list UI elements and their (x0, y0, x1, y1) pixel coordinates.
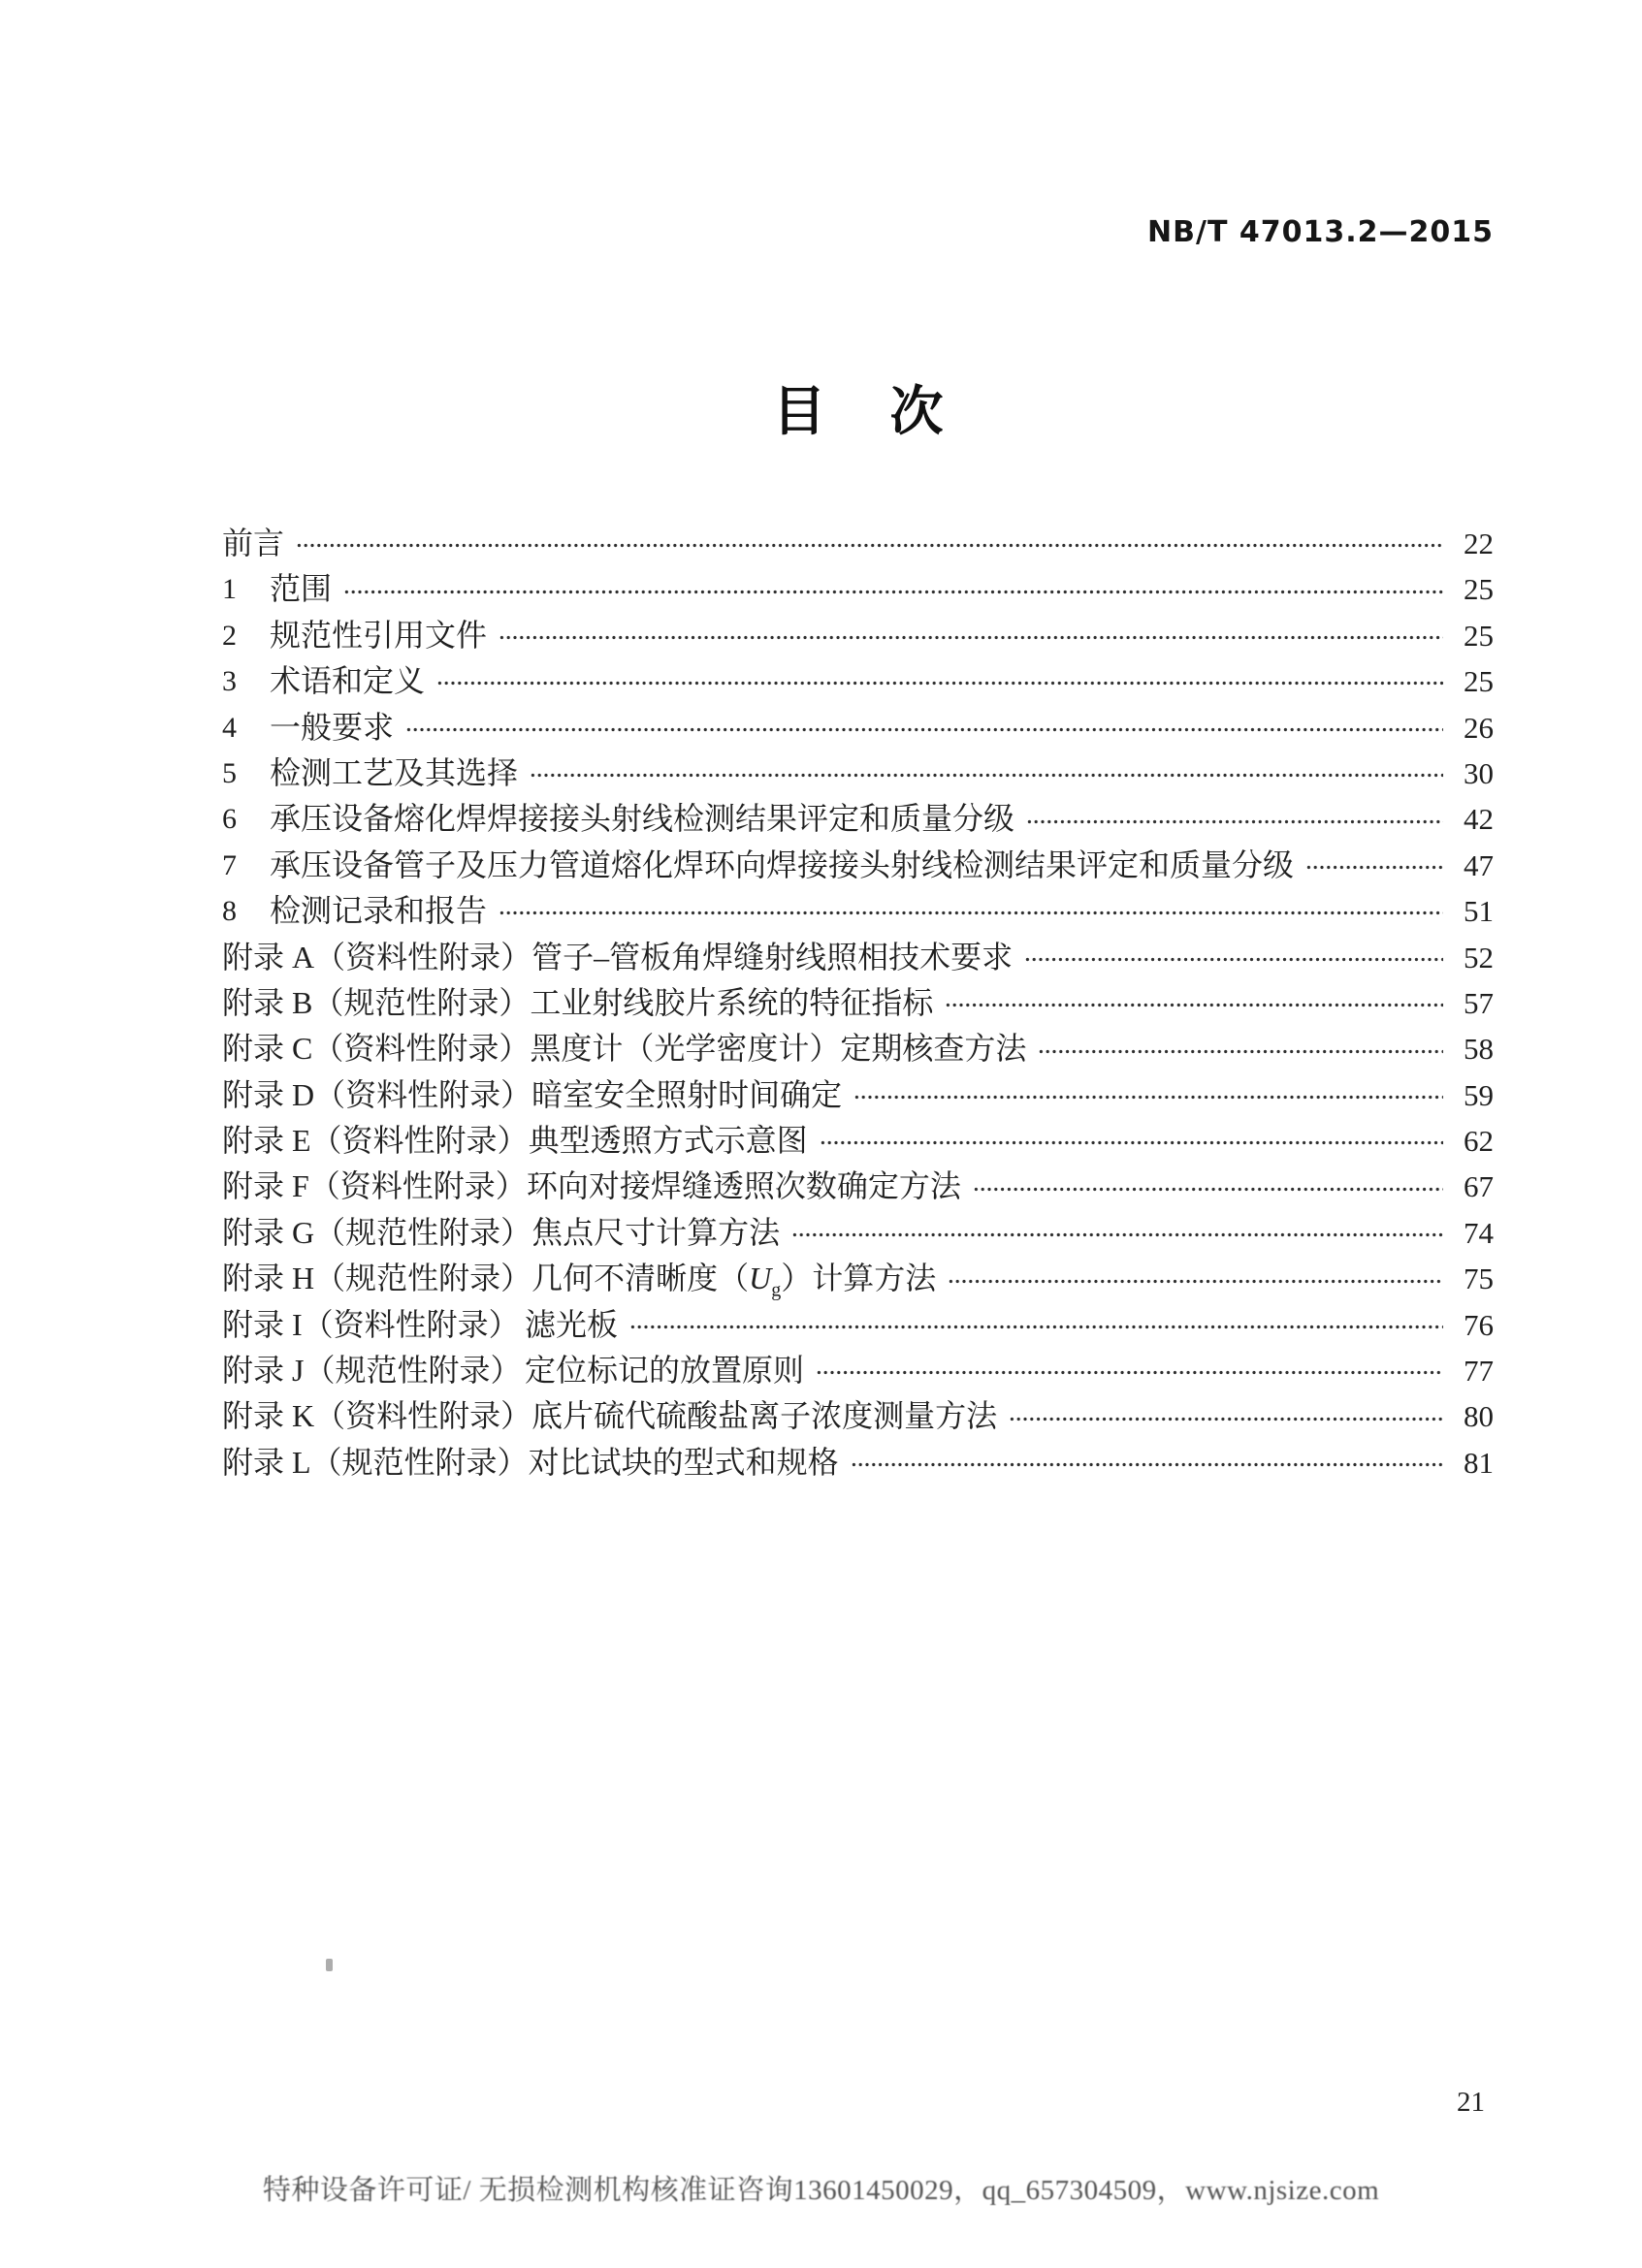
table-of-contents (222, 521, 1494, 1485)
title-text-post: ）计算方法 (781, 1261, 937, 1296)
standard-code: NB/T 47013.2—2015 (1147, 215, 1494, 249)
dot-leader (948, 1256, 1443, 1301)
toc-page-number: 58 (1464, 1032, 1494, 1067)
toc-entry-label: 暗室安全照射时间确定 (531, 1076, 843, 1112)
toc-entry-label: 底片硫代硫酸盐离子浓度测量方法 (531, 1398, 998, 1434)
appendix-label: 附录 L（规范性附录） (222, 1444, 529, 1480)
toc-entry-label: 工业射线胶片系统的特征指标 (530, 984, 934, 1020)
dot-leader (1024, 935, 1443, 980)
chapter-number: 2 (222, 619, 237, 652)
toc-entry-label: 承压设备管子及压力管道熔化焊环向焊接接头射线检测结果评定和质量分级 (270, 847, 1295, 882)
toc-row-chapter-3 (222, 658, 1494, 704)
toc-entry-label: 焦点尺寸计算方法 (531, 1214, 781, 1250)
toc-entry-label: 检测记录和报告 (270, 893, 488, 929)
toc-row-appendix-e (222, 1118, 1494, 1164)
toc-row-chapter-8 (222, 888, 1494, 934)
toc-entry-label: 黑度计（光学密度计）定期核查方法 (530, 1031, 1027, 1067)
chapter-number: 7 (222, 848, 237, 881)
dot-leader (343, 566, 1443, 612)
appendix-label: 附录 B（规范性附录） (222, 984, 531, 1020)
appendix-label: 附录 D（资料性附录） (222, 1076, 532, 1112)
toc-row-appendix-j (222, 1348, 1494, 1393)
toc-entry-label: 一般要求 (270, 709, 395, 745)
toc-row-appendix-a (222, 935, 1494, 980)
dot-leader (436, 658, 1443, 704)
toc-row-chapter-7 (222, 843, 1494, 888)
toc-row-appendix-d (222, 1072, 1494, 1118)
page-title (222, 368, 1494, 445)
toc-page-number: 22 (1464, 527, 1494, 560)
toc-entry-label: 定位标记的放置原则 (525, 1353, 805, 1389)
toc-row-chapter-1 (222, 566, 1494, 612)
appendix-label: 附录 K（资料性附录） (222, 1398, 532, 1434)
toc-page-number: 76 (1464, 1307, 1494, 1342)
dot-leader (851, 1440, 1443, 1485)
page-number: 21 (1457, 2087, 1485, 2118)
toc-row-foreword (222, 521, 1494, 566)
watermark-text: 特种设备许可证/ 无损检测机构核准证咨询13601450029，qq_657304509，www.njsize.com (262, 2175, 1380, 2206)
toc-entry-label: 范围 (270, 571, 333, 607)
dot-leader (853, 1072, 1443, 1118)
dot-leader (1305, 843, 1443, 888)
toc-row-appendix-l (222, 1440, 1494, 1485)
dot-leader (816, 1348, 1443, 1393)
appendix-label: 附录 G（规范性附录） (222, 1214, 532, 1250)
toc-page-number: 47 (1464, 847, 1494, 882)
appendix-label: 附录 I（资料性附录） (222, 1306, 520, 1342)
toc-page-number: 25 (1464, 618, 1494, 653)
toc-entry-label: 对比试块的型式和规格 (528, 1444, 839, 1480)
toc-row-appendix-i (222, 1302, 1494, 1348)
appendix-label: 附录 E（资料性附录） (222, 1123, 529, 1159)
dot-leader (499, 613, 1443, 658)
toc-row-appendix-b (222, 980, 1494, 1026)
appendix-label: 附录 C（资料性附录） (222, 1031, 531, 1067)
appendix-label: 附录 J（规范性附录） (222, 1353, 522, 1389)
toc-row-chapter-4 (222, 705, 1494, 751)
dot-leader (1038, 1026, 1443, 1071)
toc-entry-label: 滤光板 (525, 1306, 619, 1342)
toc-page-number: 57 (1464, 985, 1494, 1020)
toc-page-number: 25 (1464, 664, 1494, 699)
toc-row-chapter-5 (222, 751, 1494, 796)
dot-leader (945, 980, 1443, 1026)
toc-page-number: 59 (1464, 1077, 1494, 1112)
dot-leader (820, 1118, 1443, 1164)
toc-entry-label: 前言 (222, 526, 285, 560)
toc-page-number: 81 (1464, 1445, 1494, 1480)
toc-row-appendix-f (222, 1164, 1494, 1209)
toc-entry-label (531, 1256, 936, 1301)
ug-symbol: U (749, 1261, 772, 1296)
title-char-2: 次 (889, 382, 944, 441)
toc-page-number: 42 (1464, 802, 1494, 837)
chapter-number: 3 (222, 665, 237, 698)
dot-leader (791, 1210, 1443, 1256)
toc-row-appendix-g (222, 1210, 1494, 1256)
toc-entry-label: 环向对接焊缝透照次数确定方法 (526, 1168, 961, 1204)
title-text-pre: 几何不清晰度（ (531, 1261, 750, 1296)
chapter-number: 8 (222, 895, 237, 928)
scan-artifact (326, 1959, 333, 1971)
dot-leader (296, 521, 1443, 566)
dot-leader (405, 705, 1443, 751)
dot-leader (629, 1302, 1443, 1348)
dot-leader (1026, 796, 1443, 842)
chapter-number: 6 (222, 803, 237, 836)
dot-leader (530, 751, 1443, 796)
toc-row-chapter-6 (222, 796, 1494, 842)
toc-entry-label: 承压设备熔化焊焊接接头射线检测结果评定和质量分级 (270, 801, 1015, 837)
ug-subscript: g (771, 1279, 782, 1301)
dot-leader (499, 888, 1443, 934)
toc-page-number: 62 (1464, 1124, 1494, 1159)
toc-row-appendix-k (222, 1393, 1494, 1439)
appendix-label: 附录 F（资料性附录） (222, 1168, 527, 1204)
toc-entry-label: 规范性引用文件 (270, 617, 488, 653)
toc-entry-label: 管子–管板角焊缝射线照相技术要求 (531, 939, 1014, 974)
title-char-1: 目 (772, 382, 826, 441)
toc-page-number: 51 (1464, 894, 1494, 929)
toc-page-number: 77 (1464, 1354, 1494, 1389)
toc-page-number: 74 (1464, 1215, 1494, 1250)
toc-row-appendix-h (222, 1256, 1494, 1301)
toc-entry-label: 术语和定义 (270, 663, 426, 699)
toc-page-number: 80 (1464, 1399, 1494, 1434)
toc-page-number: 25 (1464, 572, 1494, 607)
toc-row-chapter-2 (222, 613, 1494, 658)
toc-entry-label: 检测工艺及其选择 (270, 754, 519, 790)
toc-row-appendix-c (222, 1026, 1494, 1071)
toc-entry-label: 典型透照方式示意图 (528, 1123, 808, 1159)
appendix-label: 附录 A（资料性附录） (222, 939, 532, 974)
chapter-number: 4 (222, 711, 237, 744)
chapter-number: 1 (222, 573, 237, 606)
dot-leader (1009, 1393, 1443, 1439)
toc-page-number: 75 (1464, 1262, 1494, 1296)
toc-page-number: 52 (1464, 940, 1494, 974)
toc-page-number: 67 (1464, 1169, 1494, 1204)
toc-page-number: 30 (1464, 755, 1494, 790)
appendix-label: 附录 H（规范性附录） (222, 1261, 532, 1296)
dot-leader (973, 1164, 1443, 1209)
toc-page-number: 26 (1464, 710, 1494, 745)
chapter-number: 5 (222, 756, 237, 789)
